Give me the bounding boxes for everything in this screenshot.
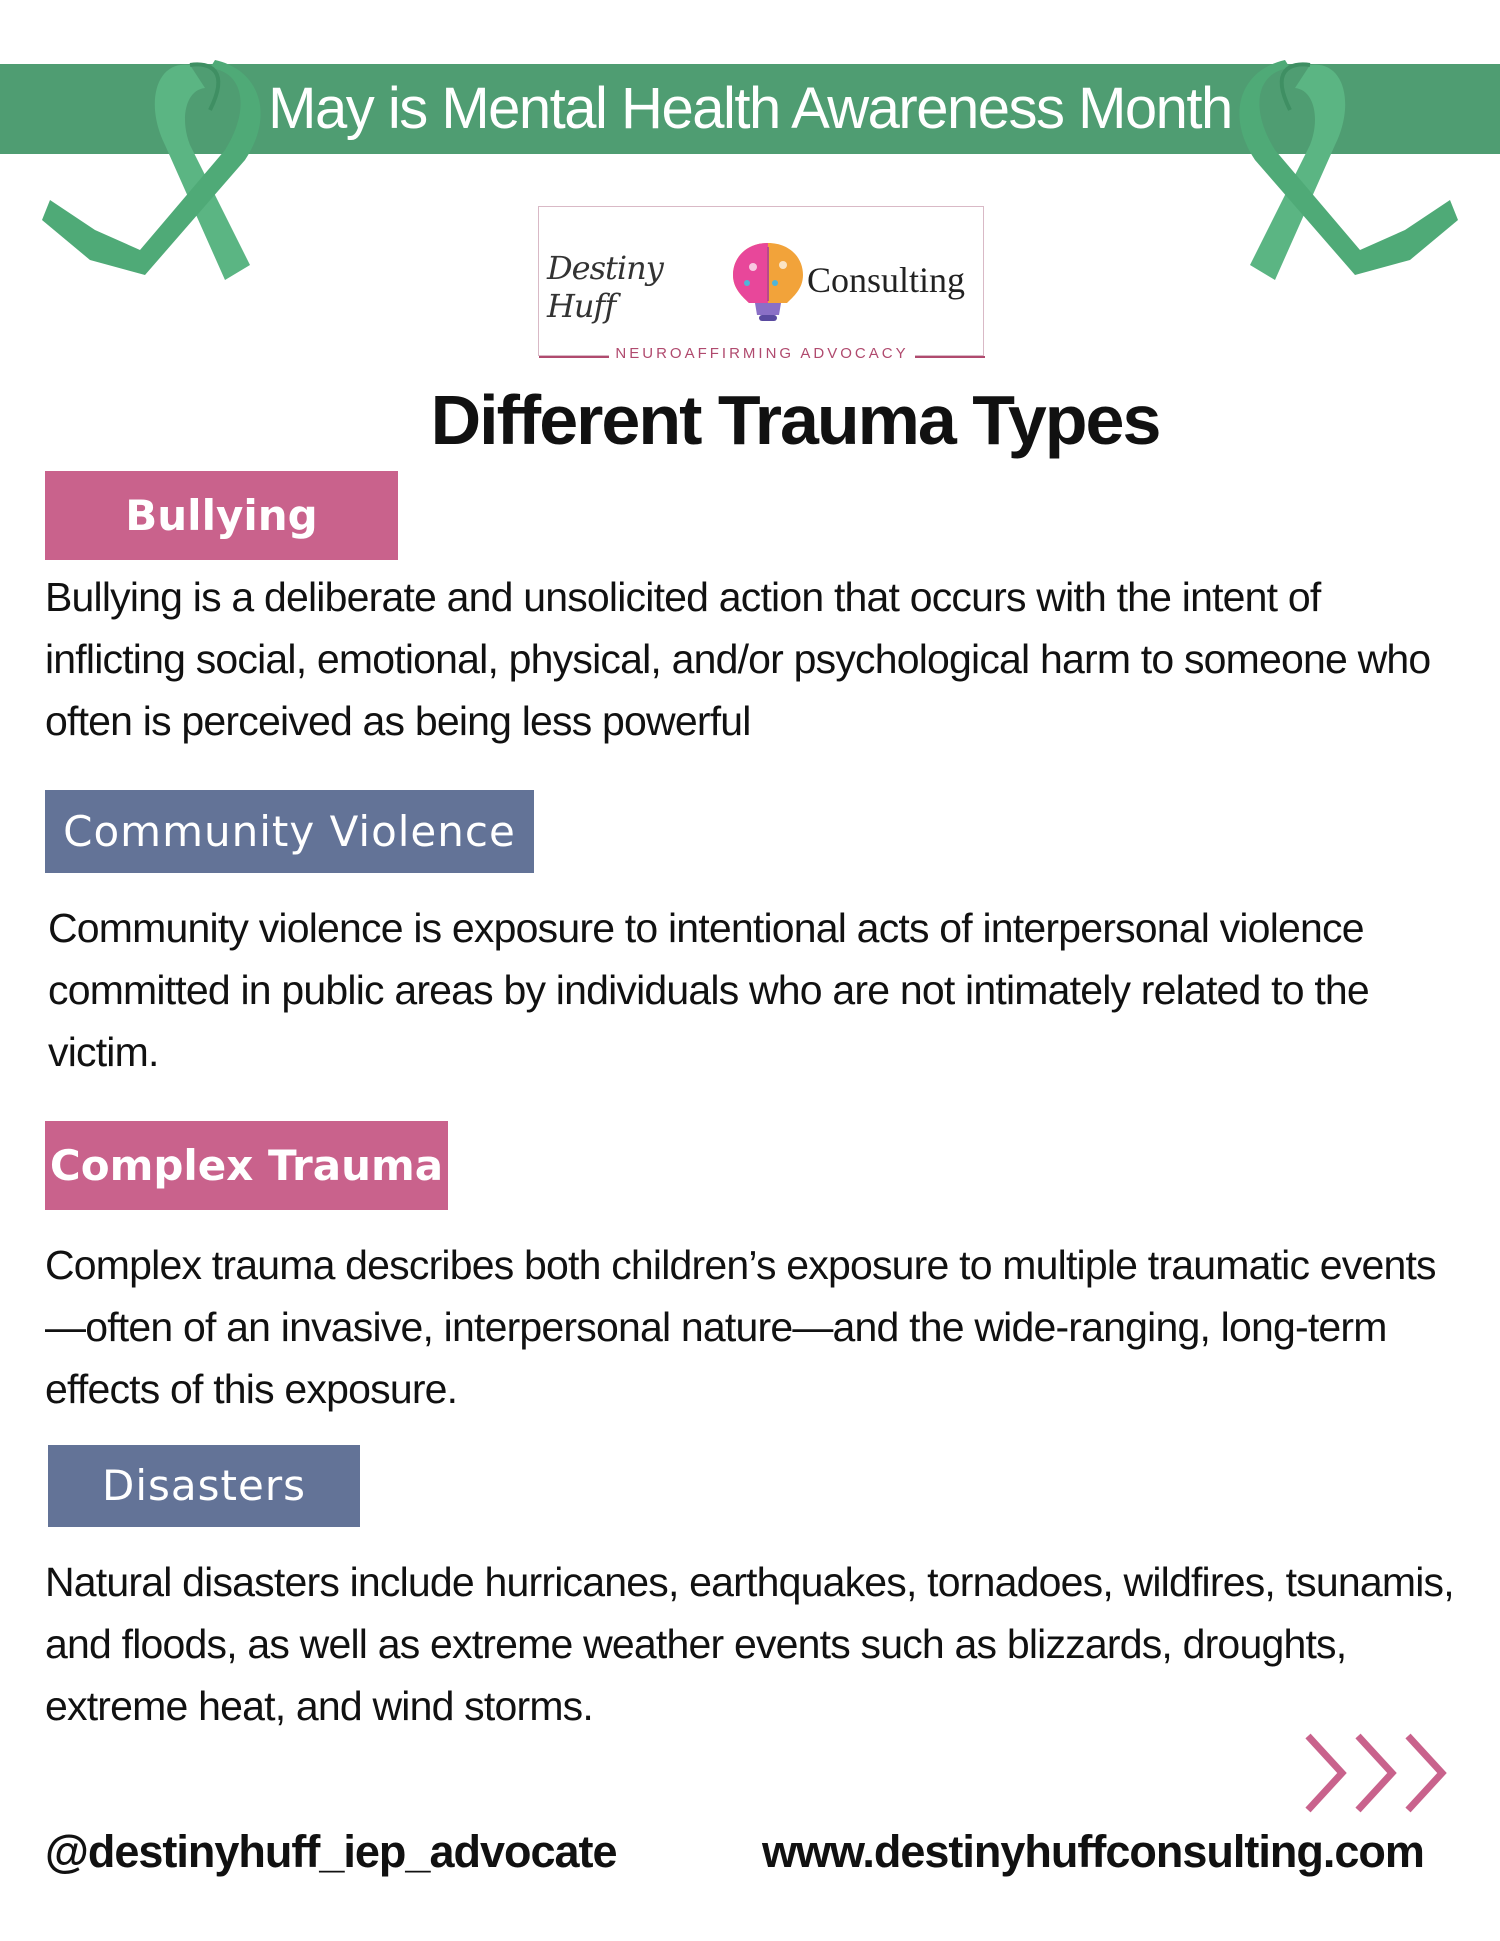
section-description-community-violence: Community violence is exposure to intentional acts of interpersonal violence committed in public areas by individuals who are not intimately related to the victim. [48,905,1369,1075]
section-label-disasters: Disasters [48,1445,360,1527]
awareness-ribbon-icon [1220,50,1460,290]
social-handle[interactable]: @destinyhuff_iep_advocate [45,1826,617,1877]
section-label-community-violence: Community Violence [45,790,534,873]
section-label-complex-trauma: Complex Trauma [45,1121,448,1210]
section-description-bullying: Bullying is a deliberate and unsolicited action that occurs with the intent of inflicting social, emotional, physical, and/or psychological harm to someone who often is perceived as being less powerful [45,574,1431,744]
logo-company-name: Consulting [807,260,966,300]
chevrons-right-icon[interactable] [1300,1730,1452,1816]
banner-title: May is Mental Health Awareness Month [268,76,1232,141]
brain-lightbulb-icon [725,237,811,327]
page-title: Different Trauma Types [430,381,1160,459]
section-description-disasters: Natural disasters include hurricanes, earthquakes, tornadoes, wildfires, tsunamis, and floods, as well as extreme weather events such as blizzards, droughts, extreme heat, and wind storms. [45,1559,1454,1729]
section-description-complex-trauma: Complex trauma describes both children’s exposure to multiple traumatic events—often of an invasive, interpersonal nature—and the wide-ranging, long-term effects of this exposure. [45,1242,1436,1412]
awareness-ribbon-icon [40,50,280,290]
website-link[interactable]: www.destinyhuffconsulting.com [762,1826,1424,1877]
section-label-bullying: Bullying [45,471,398,560]
logo-script-name: Destiny Huff [547,249,663,325]
logo-tagline: NEUROAFFIRMING ADVOCACY [539,345,985,362]
company-logo [538,206,984,362]
